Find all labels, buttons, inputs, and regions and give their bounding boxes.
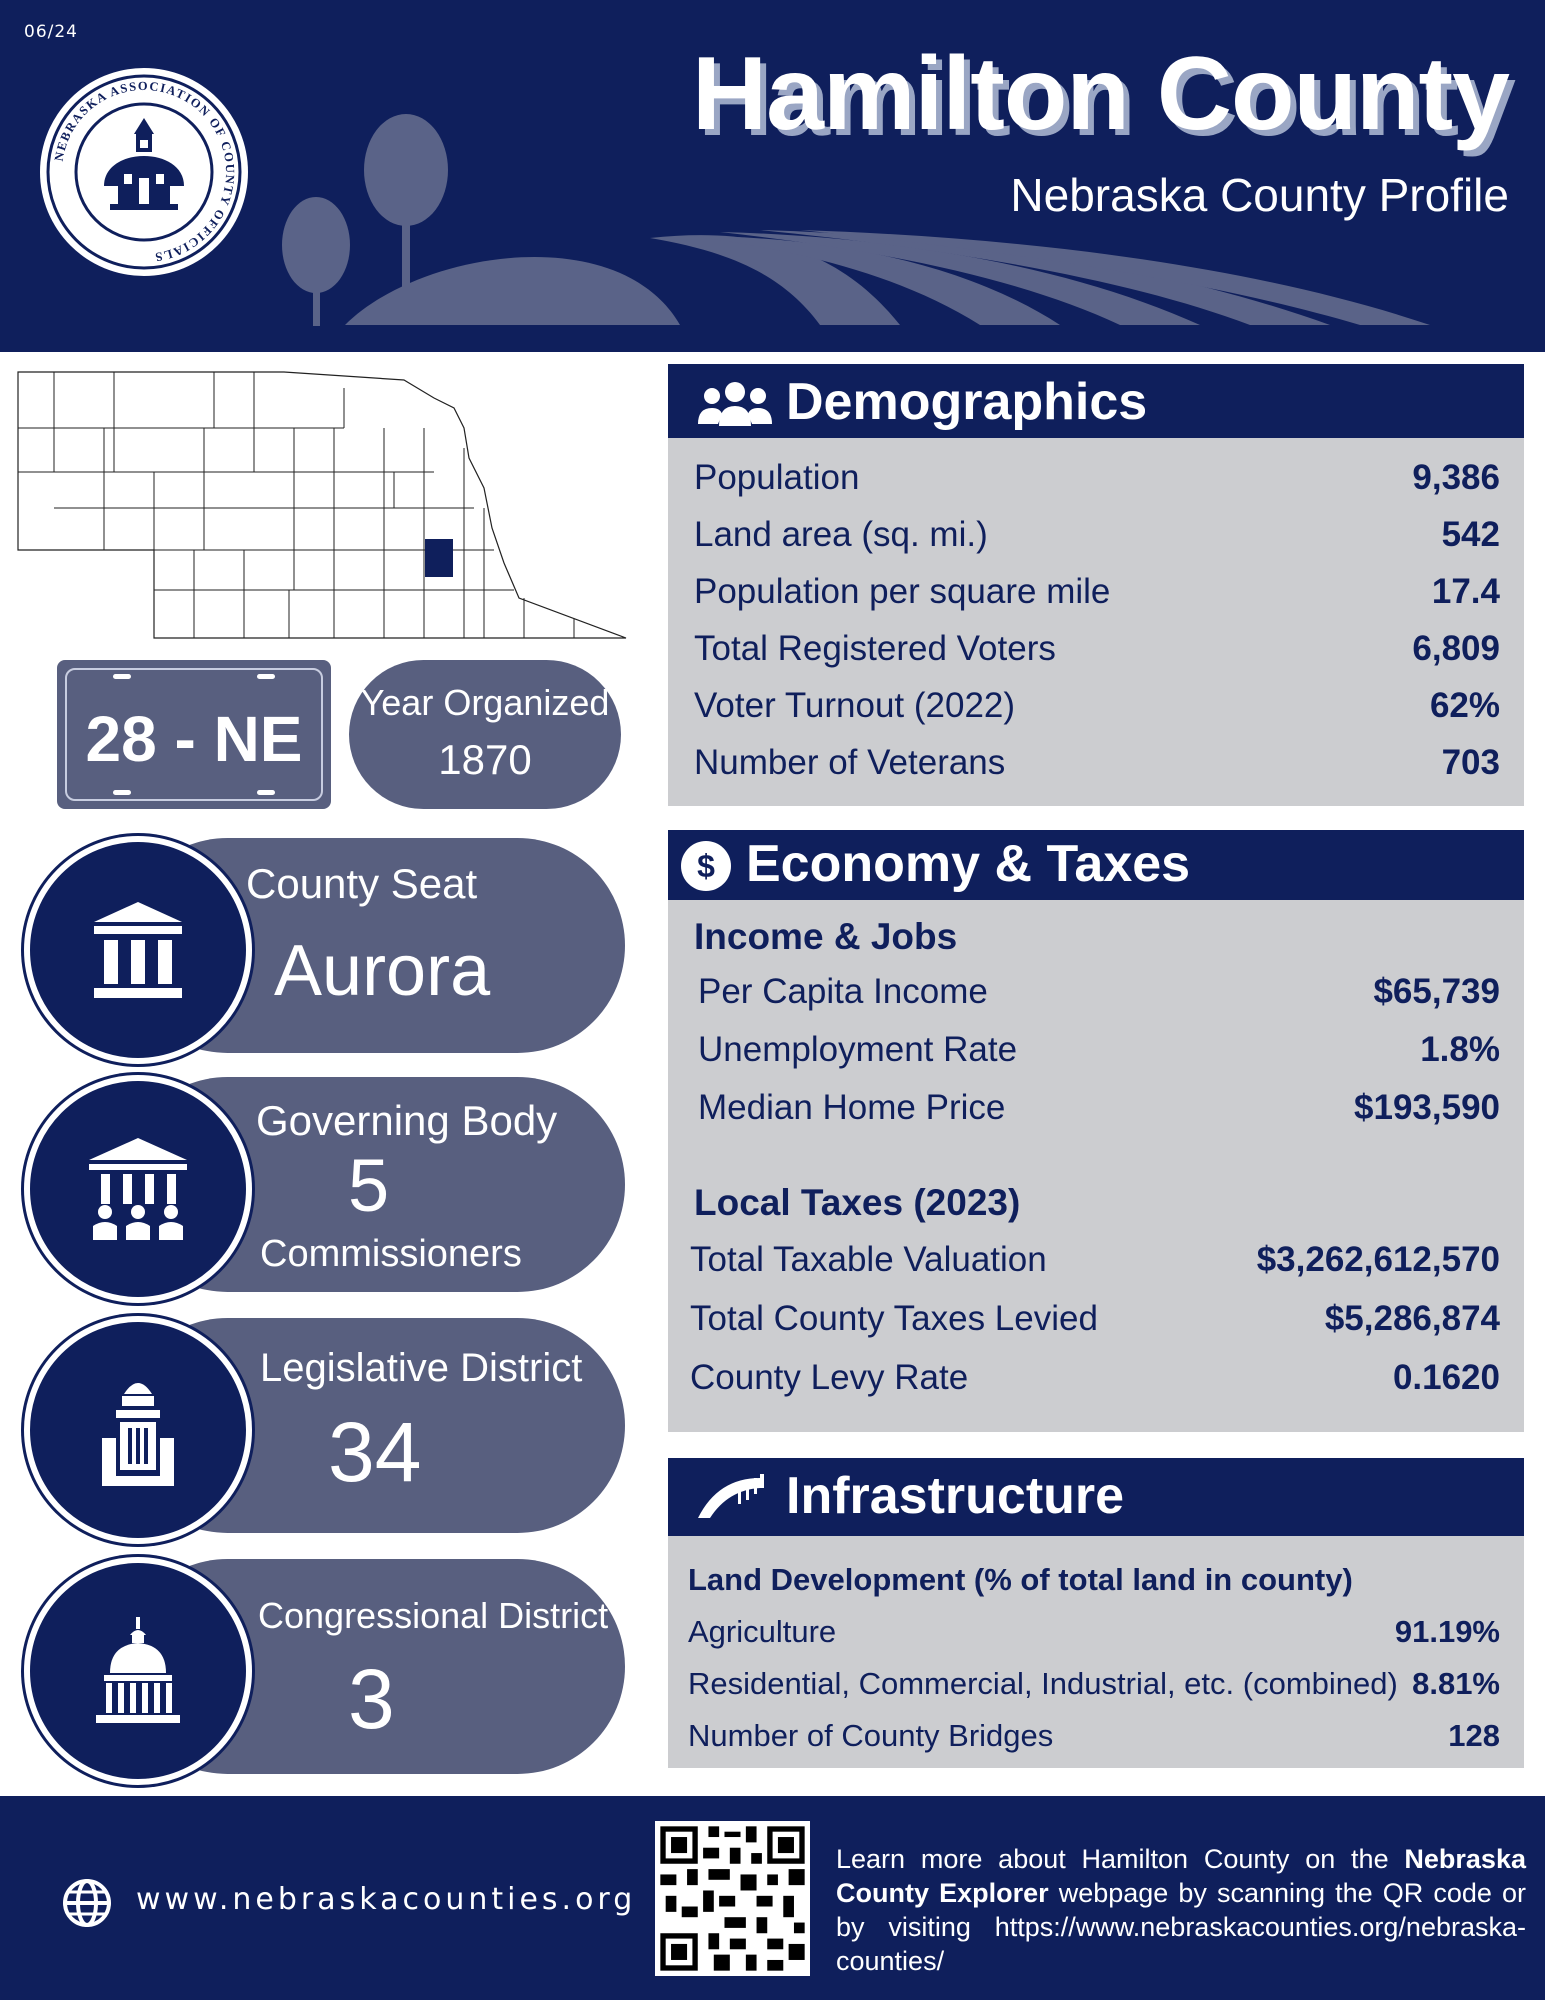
demographics-header: [668, 364, 1524, 438]
dollar-icon: [680, 840, 732, 892]
stat-value: 91.19%: [1394, 1614, 1500, 1649]
qr-code[interactable]: [655, 1821, 810, 1976]
stat-row-veterans: [694, 743, 1500, 791]
year-organized-value: 1870: [438, 736, 532, 783]
stat-value: 9,386: [1412, 458, 1500, 497]
stat-row-population: [694, 458, 1500, 506]
land-development-heading: Land Development (% of total land in county): [688, 1562, 1353, 1597]
stat-value: $3,262,612,570: [1256, 1240, 1500, 1279]
stat-value: $193,590: [1354, 1088, 1500, 1127]
stat-label: Total Taxable Valuation: [690, 1240, 1047, 1279]
stat-label: Voter Turnout (2022): [694, 686, 1016, 725]
stat-label: Land area (sq. mi.): [694, 515, 988, 554]
capitol-tower-icon-circle: [24, 1316, 252, 1544]
county-seat-label: County Seat: [246, 860, 478, 907]
stat-value: 6,809: [1412, 629, 1500, 668]
stat-row-residential-commercial: [688, 1666, 1500, 1714]
courthouse-icon-circle: [24, 836, 252, 1064]
header-banner: [0, 0, 1545, 352]
stat-label: Total County Taxes Levied: [690, 1299, 1098, 1338]
stat-value: 542: [1441, 515, 1500, 554]
local-taxes-heading: Local Taxes (2023): [694, 1182, 1021, 1223]
people-group-icon: [698, 378, 772, 426]
stat-label: Residential, Commercial, Industrial, etc. (combined): [688, 1666, 1398, 1701]
infrastructure-header: [668, 1458, 1524, 1536]
infrastructure-panel: [668, 1536, 1524, 1768]
governing-body-value: 5: [348, 1144, 390, 1227]
nebraska-county-explorer-link[interactable]: Nebraska County Explorer: [836, 1844, 1526, 1908]
stat-row-unemployment: [698, 1030, 1500, 1078]
footer-text-part: webpage by scanning the QR code or by visiting https://www.nebraskacounties.org/nebraska-counties/: [836, 1878, 1527, 1976]
stat-label: County Levy Rate: [690, 1358, 969, 1397]
courthouse-icon: [90, 898, 186, 1002]
plate-number: 28 - NE: [85, 703, 303, 775]
commissioners-icon-circle: [24, 1075, 252, 1303]
stat-label: Number of Veterans: [694, 743, 1006, 782]
stat-label: Total Registered Voters: [694, 629, 1056, 668]
stat-row-median-home-price: [698, 1088, 1500, 1136]
footer-text-part: Learn more about Hamilton County on the: [836, 1844, 1405, 1874]
stat-row-per-capita-income: [698, 972, 1500, 1020]
stat-value: 0.1620: [1392, 1358, 1500, 1397]
governing-body-label: Governing Body: [256, 1097, 558, 1144]
stat-label: Unemployment Rate: [698, 1030, 1018, 1069]
stat-row-voter-turnout: [694, 686, 1500, 734]
stat-row-county-bridges: [688, 1718, 1500, 1766]
income-jobs-heading: Income & Jobs: [694, 916, 958, 957]
stat-row-density: [694, 572, 1500, 620]
svg-text:NEBRASKA ASSOCIATION OF COUNTY: NEBRASKA ASSOCIATION OF COUNTY OFFICIALS: [51, 78, 238, 265]
infrastructure-title: Infrastructure: [786, 1467, 1125, 1525]
governing-body-unit: Commissioners: [260, 1233, 522, 1275]
legislative-district-value: 34: [328, 1405, 422, 1499]
nebraska-county-map: [14, 368, 636, 640]
stat-value: 8.81%: [1412, 1666, 1500, 1701]
stat-label: Median Home Price: [698, 1088, 1006, 1127]
stat-row-registered-voters: [694, 629, 1500, 677]
issue-date: 06/24: [24, 22, 78, 42]
stat-value: 128: [1448, 1718, 1500, 1753]
commissioners-icon: [83, 1134, 193, 1244]
congressional-district-value: 3: [348, 1652, 395, 1746]
stat-row-taxes-levied: [690, 1299, 1500, 1347]
stat-label: Population per square mile: [694, 572, 1111, 611]
year-organized-label: Year Organized: [360, 682, 610, 723]
stat-label: Number of County Bridges: [688, 1718, 1054, 1753]
stat-value: 62%: [1429, 686, 1500, 725]
footer: [0, 1796, 1545, 2000]
legislative-district-label: Legislative District: [260, 1346, 583, 1390]
stat-label: Per Capita Income: [698, 972, 988, 1011]
stat-row-land-area: [694, 515, 1500, 563]
demographics-title: Demographics: [786, 373, 1148, 431]
stat-value: 703: [1441, 743, 1500, 782]
website-link[interactable]: www.nebraskacounties.org: [136, 1882, 637, 1917]
stat-row-taxable-valuation: [690, 1240, 1500, 1288]
year-organized-badge: [349, 660, 621, 809]
economy-header: [668, 830, 1524, 900]
economy-title: Economy & Taxes: [746, 835, 1191, 893]
stat-value: 1.8%: [1420, 1030, 1500, 1069]
stat-value: $5,286,874: [1324, 1299, 1500, 1338]
hamilton-county-highlight: [425, 539, 453, 577]
stat-label: Population: [694, 458, 860, 497]
page-title: Hamilton County: [692, 36, 1509, 152]
stat-label: Agriculture: [688, 1614, 837, 1649]
demographics-panel: [668, 438, 1524, 806]
stat-row-agriculture: [688, 1614, 1500, 1662]
svg-text:$: $: [697, 848, 715, 884]
license-plate-badge: [57, 660, 331, 809]
bridge-icon: [698, 1474, 768, 1522]
us-capitol-icon: [96, 1617, 180, 1725]
county-seat-value: Aurora: [274, 931, 491, 1011]
stat-row-levy-rate: [690, 1358, 1500, 1406]
stat-value: 17.4: [1431, 572, 1500, 611]
us-capitol-icon-circle: [24, 1557, 252, 1785]
congressional-district-label: Congressional District: [258, 1595, 609, 1636]
capitol-tower-icon: [100, 1372, 176, 1488]
association-seal-logo: [38, 66, 250, 278]
page-subtitle: Nebraska County Profile: [1010, 169, 1509, 221]
economy-panel: [668, 900, 1524, 1432]
footer-info-text: [836, 1842, 1526, 1978]
globe-icon: [62, 1878, 112, 1928]
stat-value: $65,739: [1373, 972, 1500, 1011]
